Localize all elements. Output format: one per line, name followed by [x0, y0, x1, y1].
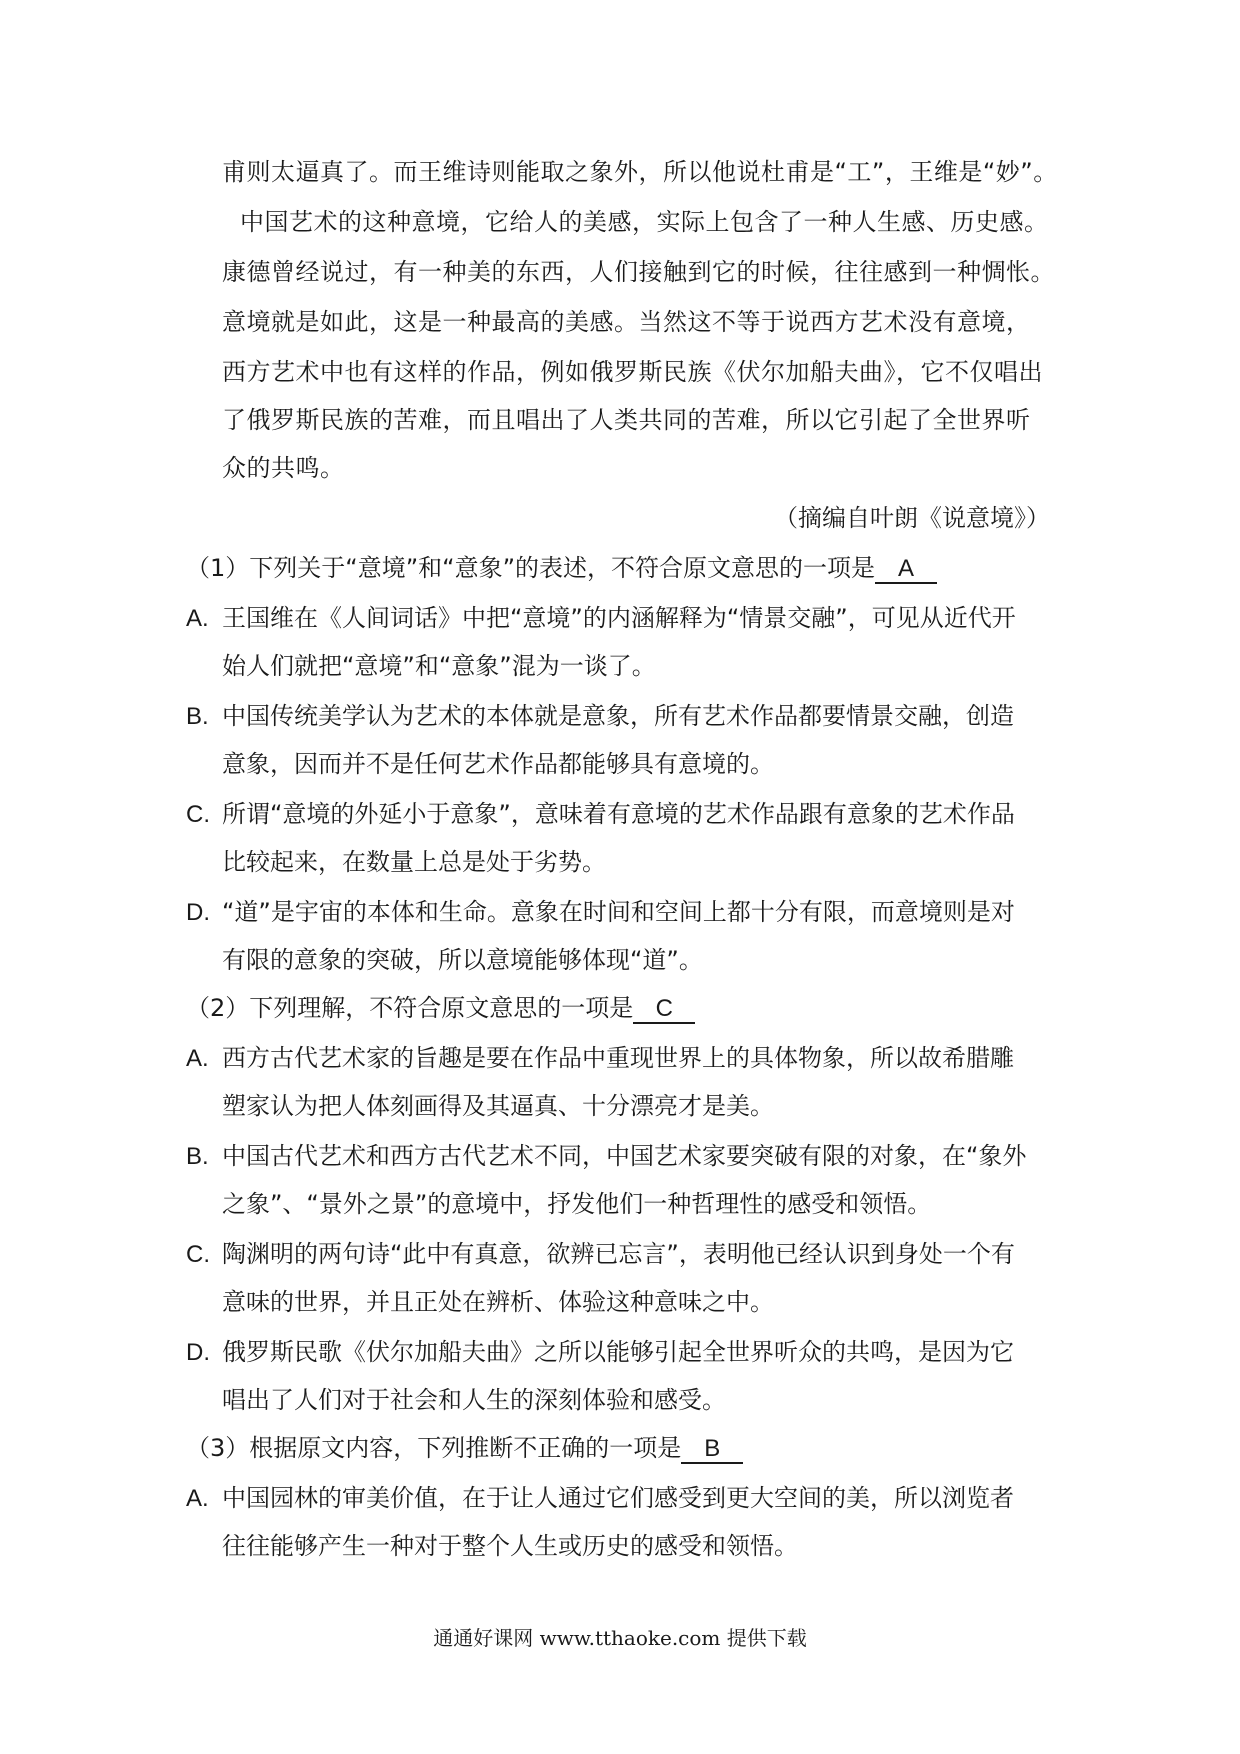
passage-line-6: 了俄罗斯民族的苦难，而且唱出了人类共同的苦难，所以它引起了全世界听 — [222, 406, 1031, 434]
q2-option-d-letter: D. — [186, 1339, 210, 1366]
q2-option-b-line1 — [186, 1140, 1026, 1173]
passage-line-1: 甫则太逼真了。而王维诗则能取之象外，所以他说杜甫是“工”，王维是“妙”。 — [222, 158, 1058, 186]
q1-option-c-text: 所谓“意境的外延小于意象”，意味着有意境的艺术作品跟有意象的艺术作品 — [222, 800, 1015, 828]
q1-option-b-letter: B. — [186, 703, 209, 730]
q1-option-d-text: “道”是宇宙的本体和生命。意象在时间和空间上都十分有限，而意境则是对 — [222, 898, 1015, 926]
q2-option-c-line2: 意味的世界，并且正处在辨析、体验这种意味之中。 — [222, 1288, 774, 1316]
q2-option-d-text: 俄罗斯民歌《伏尔加船夫曲》之所以能够引起全世界听众的共鸣，是因为它 — [222, 1338, 1014, 1366]
q1-option-d-line1 — [186, 896, 1015, 929]
passage-line-7: 众的共鸣。 — [222, 454, 345, 482]
q2-option-b-line2: 之象”、“景外之景”的意境中，抒发他们一种哲理性的感受和领悟。 — [222, 1190, 932, 1218]
q2-option-a-text: 西方古代艺术家的旨趣是要在作品中重现世界上的具体物象，所以故希腊雕 — [222, 1044, 1014, 1072]
passage-source: （摘编自叶朗《说意境》） — [774, 504, 1050, 532]
q3-option-a-line1 — [186, 1482, 1014, 1515]
q2-option-a-line1 — [186, 1042, 1014, 1075]
q2-option-c-letter: C. — [186, 1241, 210, 1268]
passage-line-4: 意境就是如此，这是一种最高的美感。当然这不等于说西方艺术没有意境， — [222, 308, 1031, 336]
question-2-stem-row — [186, 992, 695, 1024]
question-1-stem: （1）下列关于“意境”和“意象”的表述，不符合原文意思的一项是 — [186, 554, 876, 582]
passage-line-3: 康德曾经说过，有一种美的东西，人们接触到它的时候，往往感到一种惆怅。 — [222, 258, 1055, 286]
q3-option-a-letter: A. — [186, 1485, 209, 1512]
q1-option-c-letter: C. — [186, 801, 210, 828]
q1-option-a-line2: 始人们就把“意境”和“意象”混为一谈了。 — [222, 652, 656, 680]
q2-option-d-line2: 唱出了人们对于社会和人生的深刻体验和感受。 — [222, 1386, 726, 1414]
q1-option-c-line2: 比较起来，在数量上总是处于劣势。 — [222, 848, 606, 876]
q3-option-a-text: 中国园林的审美价值，在于让人通过它们感受到更大空间的美，所以浏览者 — [222, 1484, 1014, 1512]
q2-option-c-text: 陶渊明的两句诗“此中有真意，欲辨已忘言”，表明他已经认识到身处一个有 — [222, 1240, 1015, 1268]
question-3-stem: （3）根据原文内容，下列推断不正确的一项是 — [186, 1434, 682, 1462]
q1-option-c-line1 — [186, 798, 1015, 831]
q1-option-d-letter: D. — [186, 899, 210, 926]
q1-option-a-text: 王国维在《人间词话》中把“意境”的内涵解释为“情景交融”，可见从近代开 — [222, 604, 1016, 632]
q2-option-d-line1 — [186, 1336, 1014, 1369]
q2-option-c-line1 — [186, 1238, 1015, 1271]
q1-option-a-letter: A. — [186, 605, 209, 632]
question-3-stem-row — [186, 1432, 743, 1464]
q1-option-d-line2: 有限的意象的突破，所以意境能够体现“道”。 — [222, 946, 703, 974]
q1-option-b-line2: 意象，因而并不是任何艺术作品都能够具有意境的。 — [222, 750, 774, 778]
question-3-answer: B — [681, 1436, 743, 1464]
passage-line-2: 中国艺术的这种意境，它给人的美感，实际上包含了一种人生感、历史感。 — [240, 208, 1049, 236]
question-2-stem: （2）下列理解，不符合原文意思的一项是 — [186, 994, 634, 1022]
question-1-stem-row — [186, 552, 937, 584]
q2-option-a-line2: 塑家认为把人体刻画得及其逼真、十分漂亮才是美。 — [222, 1092, 774, 1120]
q3-option-a-line2: 往往能够产生一种对于整个人生或历史的感受和领悟。 — [222, 1532, 798, 1560]
passage-line-5: 西方艺术中也有这样的作品，例如俄罗斯民族《伏尔加船夫曲》，它不仅唱出 — [222, 358, 1043, 386]
q1-option-b-line1 — [186, 700, 1014, 733]
page-footer: 通通好课网 www.tthaoke.com 提供下载 — [433, 1626, 807, 1650]
question-1-answer: A — [875, 556, 937, 584]
question-2-answer: C — [633, 996, 695, 1024]
q2-option-a-letter: A. — [186, 1045, 209, 1072]
q1-option-b-text: 中国传统美学认为艺术的本体就是意象，所有艺术作品都要情景交融，创造 — [222, 702, 1014, 730]
q1-option-a-line1 — [186, 602, 1016, 635]
q2-option-b-text: 中国古代艺术和西方古代艺术不同，中国艺术家要突破有限的对象，在“象外 — [222, 1142, 1027, 1170]
q2-option-b-letter: B. — [186, 1143, 209, 1170]
